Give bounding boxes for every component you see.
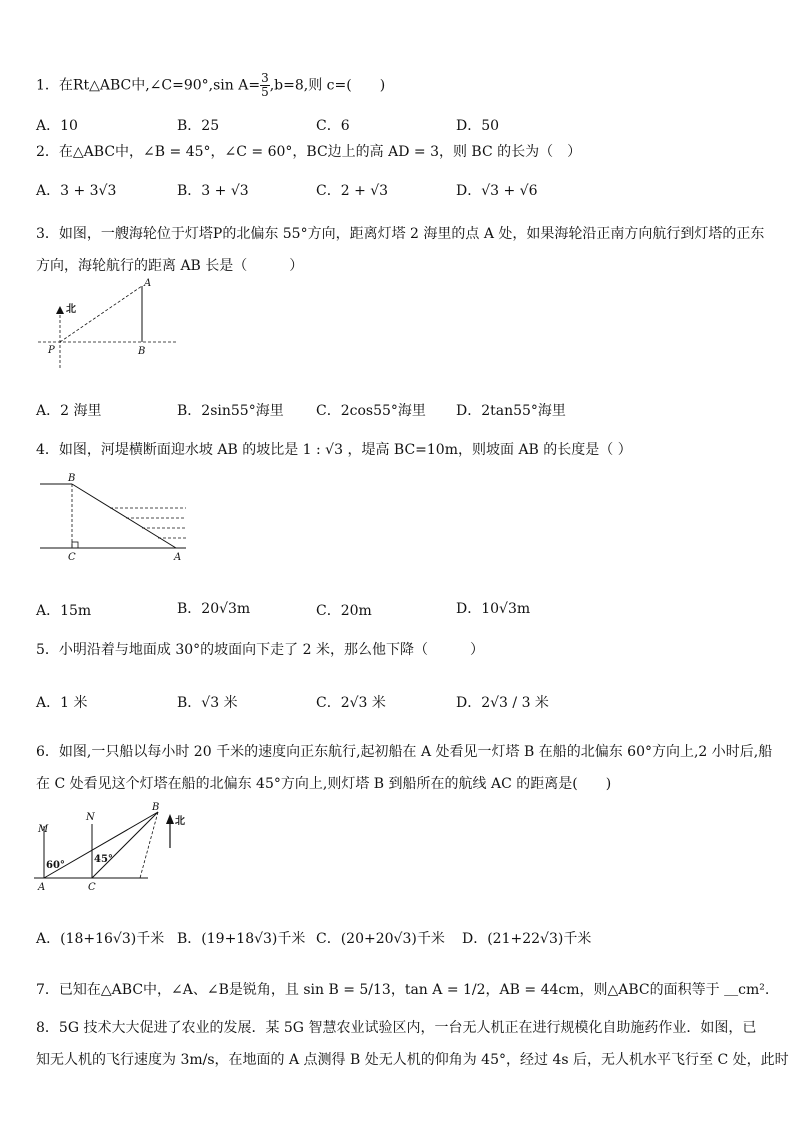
q2-option-d: D．√3 + √6 <box>456 183 538 199</box>
q1-option-c: C．6 <box>316 118 350 134</box>
q3-label-b: B <box>138 346 146 357</box>
q4-option-d: D．10√3m <box>456 601 531 617</box>
q5-option-b: B．√3 米 <box>177 695 238 711</box>
q3-stem-line2: 方向，海轮航行的距离 AB 长是（ ） <box>36 258 304 274</box>
q8-stem-line1: 8．5G 技术大大促进了农业的发展．某 5G 智慧农业试验区内，一台无人机正在进行规模化自助施药作业．如图，已 <box>36 1020 757 1036</box>
q5-stem: 5．小明沿着与地面成 30°的坡面向下走了 2 米，那么他下降（ ） <box>36 642 484 658</box>
q3-option-c: C．2cos55°海里 <box>316 403 426 419</box>
q6-figure <box>30 798 200 893</box>
q2-option-c: C．2 + √3 <box>316 183 389 199</box>
q4-figure <box>36 472 196 562</box>
q6-angle-60: 60° <box>46 860 65 871</box>
q8-stem-line2: 知无人机的飞行速度为 3m/s，在地面的 A 点测得 B 处无人机的仰角为 45°，经过 4s 后，无人机水平飞行至 C 处，此时 <box>36 1052 789 1068</box>
q1-stem <box>36 72 385 99</box>
q1-frac-num: 3 <box>261 71 269 85</box>
q1-frac-den: 5 <box>261 85 269 99</box>
q6-label-n: N <box>86 812 95 823</box>
q4-label-a: A <box>174 552 182 562</box>
q6-angle-45: 45° <box>94 854 113 865</box>
q5-option-a: A．1 米 <box>36 695 88 711</box>
q1-tail: ,b=8,则 c=( ) <box>269 77 386 94</box>
q6-option-a: A．(18+16√3)千米 <box>36 931 165 947</box>
q1-fraction <box>260 72 270 99</box>
q4-label-b: B <box>68 473 76 484</box>
q3-option-b: B．2sin55°海里 <box>177 403 284 419</box>
q1-option-b: B．25 <box>177 118 220 134</box>
q4-option-b: B．20√3m <box>177 601 251 617</box>
q2-stem: 2．在△ABC中，∠B = 45°，∠C = 60°，BC边上的高 AD = 3，则 BC 的长为（ ） <box>36 144 582 160</box>
q3-label-p: P <box>48 345 55 356</box>
q6-north-label: 北 <box>175 816 185 827</box>
q6-stem-line2: 在 C 处看见这个灯塔在船的北偏东 45°方向上,则灯塔 B 到船所在的航线 AC 的距离是( ) <box>36 776 612 792</box>
q3-north-label: 北 <box>66 304 76 315</box>
q6-label-a: A <box>38 882 46 893</box>
q6-label-m: M <box>38 824 49 835</box>
q6-label-c: C <box>88 882 96 893</box>
q7-stem: 7．已知在△ABC中，∠A、∠B是锐角，且 sin B = 5/13，tan A = 1/2，AB = 44cm，则△ABC的面积等于 ＿cm². <box>36 982 770 998</box>
q2-option-b: B．3 + √3 <box>177 183 249 199</box>
q3-label-a: A <box>144 278 152 289</box>
q6-option-c: C．(20+20√3)千米 <box>316 931 445 947</box>
q1-option-a: A．10 <box>36 118 78 134</box>
q1-option-d: D．50 <box>456 118 500 134</box>
q3-figure <box>28 278 188 378</box>
q6-label-b: B <box>152 802 160 813</box>
q3-option-a: A．2 海里 <box>36 403 102 419</box>
q2-option-a: A．3 + 3√3 <box>36 183 117 199</box>
q3-stem-line1: 3．如图，一艘海轮位于灯塔P的北偏东 55°方向，距离灯塔 2 海里的点 A 处，如果海轮沿正南方向航行到灯塔的正东 <box>36 226 765 242</box>
q6-stem-line1: 6．如图,一只船以每小时 20 千米的速度向正东航行,起初船在 A 处看见一灯塔 B 在船的北偏东 60°方向上,2 小时后,船 <box>36 744 773 760</box>
q5-option-c: C．2√3 米 <box>316 695 386 711</box>
q4-option-c: C．20m <box>316 603 372 619</box>
q5-option-d: D．2√3 / 3 米 <box>456 695 549 711</box>
north-arrow-icon <box>56 306 64 314</box>
q6-option-d: D．(21+22√3)千米 <box>462 931 592 947</box>
q4-label-c: C <box>68 552 76 562</box>
q3-option-d: D．2tan55°海里 <box>456 403 566 419</box>
q6-north-arrow-icon <box>166 814 174 824</box>
q4-option-a: A．15m <box>36 603 92 619</box>
q4-stem: 4．如图，河堤横断面迎水坡 AB 的坡比是 1 : √3 ，堤高 BC=10m，则坡面 AB 的长度是（ ） <box>36 442 632 458</box>
q6-option-b: B．(19+18√3)千米 <box>177 931 306 947</box>
q1-text: 1．在Rt△ABC中,∠C=90°,sin A= <box>36 77 261 94</box>
